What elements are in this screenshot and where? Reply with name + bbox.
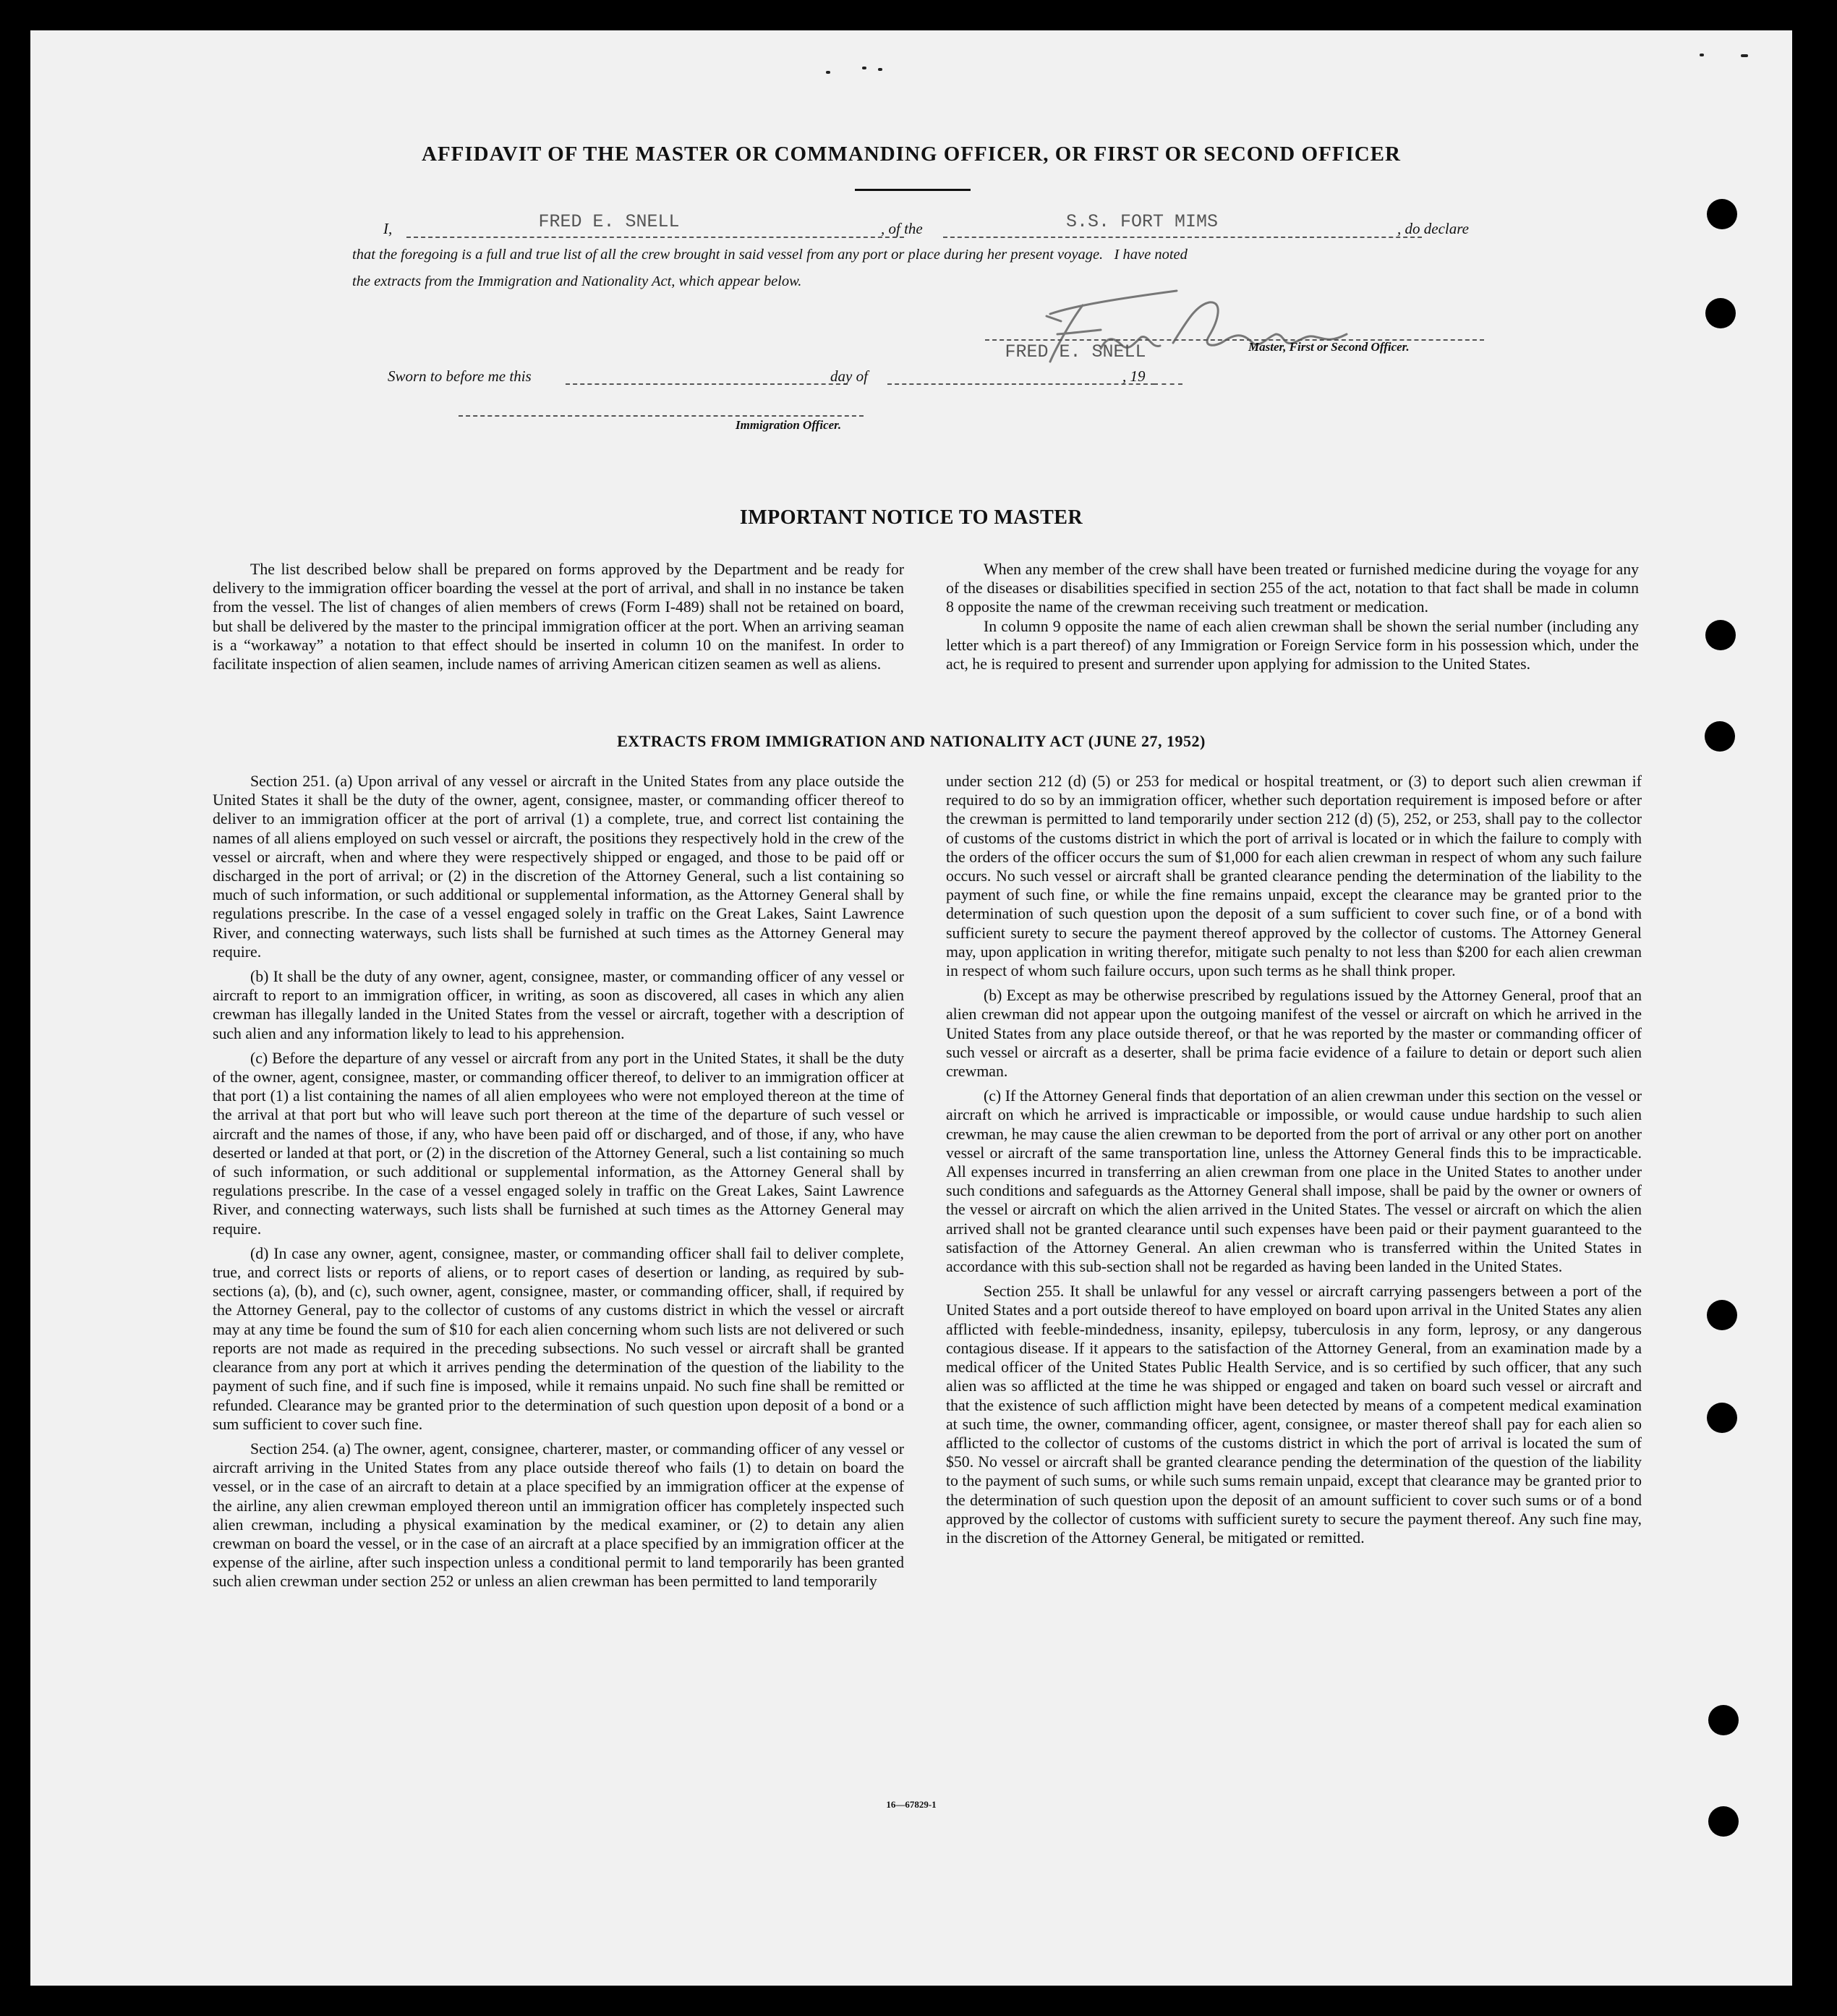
section-251-d: (d) In case any owner, agent, consignee, master, or commanding officer shall fail to deliver complete, true, and correct lists or reports of aliens, or to report cases of desertion or landing, as required by sub-sections (a), (b), and (c), such owner, agent, consignee, master, or commanding officer, shall, if required by the Attorney General, pay to the collector of customs of any customs district in which the vessel or aircraft may at any time be found the sum of $10 for each alien concerning whom such lists are not delivered or such reports are not made as required in the preceding subsections. No such vessel or aircraft shall be granted clearance from any port at which it arrives pending the determination of the question of the liability to the payment of such fine, and if such fine is imposed, while it remains unpaid. No such fine shall be remitted or refunded. Clearance may be granted prior to the determination of such question upon deposit of a bond or a sum sufficient to cover such fine. bbox=[213, 1244, 904, 1433]
declaration-line-2: the extracts from the Immigration and Nationality Act, which appear below. bbox=[352, 273, 802, 289]
scan-speck bbox=[1741, 54, 1748, 57]
document-page bbox=[30, 30, 1792, 1986]
punch-hole-3 bbox=[1705, 620, 1736, 650]
section-251-b: (b) It shall be the duty of any owner, agent, consignee, master, or commanding officer of any vessel or aircraft to report to an immigration officer, in writing, as soon as discovered, all cases in which any alien crewman has illegally landed in the United States from the vessel or aircraft, together with a description of such alien and any information likely to lead to his apprehension. bbox=[213, 968, 904, 1042]
sworn-day-line bbox=[566, 383, 848, 385]
do-declare-label: , do declare bbox=[1397, 220, 1469, 237]
master-name-line bbox=[406, 237, 904, 238]
vessel-name-line bbox=[943, 237, 1422, 238]
punch-hole-6 bbox=[1707, 1403, 1737, 1433]
extracts-right-column bbox=[946, 772, 1642, 1547]
sworn-month-line bbox=[887, 383, 1155, 385]
title-underline bbox=[855, 189, 971, 191]
scan-speck bbox=[878, 68, 882, 71]
notice-right-column bbox=[946, 560, 1639, 673]
section-254-c: (c) If the Attorney General finds that deportation of an alien crewman under this section on the vessel or aircraft on which he arrived is impracticable or impossible, or would cause undue hardship to such alien crewman, he may cause the alien crewman to be deported from the port of arrival or any other port on another vessel or aircraft of the same transportation line, unless the Attorney General finds this to be impracticable. All expenses incurred in transferring an alien crewman from one place in the United States to another under such conditions and safeguards as the Attorney General shall impose, shall be paid by the owner or owners of the vessel or aircraft on which the alien arrived in the United States. The vessel or aircraft on which the alien arrived shall not be granted clearance until such expenses have been paid or their payment guaranteed to the satisfaction of the Attorney General. An alien crewman who is transferred within the United States in accordance with this sub-section shall not be regarded as having been landed in the United States. bbox=[946, 1087, 1642, 1276]
punch-hole-7 bbox=[1708, 1705, 1739, 1735]
section-254-b: (b) Except as may be otherwise prescribed by regulations issued by the Attorney General, proof that an alien crewman did not appear upon the outgoing manifest of the vessel or aircraft on which he arrived in the United States from any place outside thereof, or that he was reported by the master or commanding officer of such vessel or aircraft as a deserter, shall be prima facie evidence of a failure to detain or deport such alien crewman. bbox=[946, 987, 1642, 1081]
punch-hole-2 bbox=[1705, 298, 1736, 328]
i-label: I, bbox=[383, 220, 393, 237]
affidavit-title: AFFIDAVIT OF THE MASTER OR COMMANDING OFFICER, OR FIRST OR SECOND OFFICER bbox=[422, 143, 1401, 166]
form-number: 16—67829-1 bbox=[886, 1799, 937, 1810]
section-251-c: (c) Before the departure of any vessel or aircraft from any port in the United States, it shall be the duty of the owner, agent, consignee, master, or commanding officer thereof, to deliver to an immigration officer at that port (1) a list containing the names of all alien employees who were not employed thereon at the time of the arrival at that port but who will leave such port thereon at the time of the departure of such vessel or aircraft and the names of those, if any, who have been paid off or discharged, and of those, if any, who have deserted or landed at that port, or (2) in the discretion of the Attorney General, such a list containing so much of such information, or such additional or supplemental information, as the Attorney General shall by regulations prescribe. In the case of a vessel engaged solely in traffic on the Great Lakes, Saint Lawrence River, and connecting waterways, such lists shall be furnished at such times as the Attorney General may require. bbox=[213, 1049, 904, 1238]
section-254-a: Section 254. (a) The owner, agent, consignee, charterer, master, or commanding officer of any vessel or aircraft arriving in the United States from any place outside thereof who fails (1) to detain on board the vessel, or in the case of an aircraft to detain at a place specified by an immigration officer at the expense of the airline, any alien crewman employed thereon until an immigration officer has completely inspected such alien crewman, including a physical examination by the medical examiner, or (2) to detain any alien crewman on board the vessel, or in the case of an aircraft at a place specified by an immigration officer at the expense of the airline, after such inspection unless a conditional permit to land temporarily has been granted such alien crewman under section 252 or unless an alien crewman has been permitted to land temporarily bbox=[213, 1439, 904, 1591]
signature-caption: Master, First or Second Officer. bbox=[1248, 340, 1410, 354]
notice-title: IMPORTANT NOTICE TO MASTER bbox=[739, 506, 1083, 529]
section-251-a: Section 251. (a) Upon arrival of any vessel or aircraft in the United States from any place outside the United States it shall be the duty of the owner, agent, consignee, master, or commanding officer thereof to deliver to an immigration officer at the port of arrival (1) a complete, true, and correct list containing the names of all aliens employed on such vessel or aircraft, the positions they respectively hold in the crew of the vessel or aircraft, when and where they were respectively shipped or engaged, and those to be paid off or discharged in the port of arrival; or (2) in the discretion of the Attorney General, such a list containing so much of such information, or such additional or supplemental information, as the Attorney General shall by regulations prescribe. In the case of a vessel engaged solely in traffic on the Great Lakes, Saint Lawrence River, and connecting waterways, such lists shall be furnished at such times as the Attorney General may require. bbox=[213, 773, 904, 961]
scan-speck bbox=[1700, 54, 1704, 56]
notice-left-column bbox=[213, 560, 904, 673]
punch-hole-5 bbox=[1707, 1300, 1737, 1330]
year-label: , 19 bbox=[1122, 367, 1146, 385]
section-255: Section 255. It shall be unlawful for any vessel or aircraft carrying passengers between a port of the United States and a port outside thereof to have employed on board upon arrival in the United States any alien afflicted with feeble-mindedness, insanity, epilepsy, tuberculosis in any form, leprosy, or any dangerous contagious disease. If it appears to the satisfaction of the Attorney General, from an examination made by a medical officer of the United States Public Health Service, and is so certified by such officer, that any such alien was so afflicted at the time he was shipped or engaged and taken on board such vessel or aircraft and that the existence of such affliction might have been detected by means of a competent medical examination at such time, the owner, commanding officer, agent, consignee, or master thereof shall pay for each alien so afflicted to the collector of customs of the customs district in which the port of arrival is located the sum of $50. No vessel or aircraft shall be granted clearance pending the determination of the question of the liability to the payment of such sums, or while such sums remain unpaid, except that clearance may be granted prior to the determination of such question upon the deposit of an amount sufficient to cover such sums or of a bond approved by the collector of customs with sufficient surety to secure the payment thereof. Any such fine may, in the discretion of the Attorney General, be mitigated or remitted. bbox=[946, 1283, 1642, 1547]
signature-name: FRED E. SNELL bbox=[1005, 341, 1146, 362]
declaration-line-1: that the foregoing is a full and true list of all the crew brought in said vessel from any port or place during her present voyage. I have noted bbox=[352, 247, 1188, 263]
officer-signature-line bbox=[459, 415, 864, 417]
of-the-label: , of the bbox=[881, 220, 923, 237]
punch-hole-8 bbox=[1708, 1806, 1739, 1837]
punch-hole-1 bbox=[1707, 199, 1737, 229]
scan-speck bbox=[862, 67, 866, 69]
extracts-title: EXTRACTS FROM IMMIGRATION AND NATIONALITY ACT (JUNE 27, 1952) bbox=[617, 732, 1206, 750]
notice-left-paragraph: The list described below shall be prepared on forms approved by the Department and be ready for delivery to the immigration officer boarding the vessel at the port of arrival, and shall in no instance be taken from the vessel. The list of changes of alien members of crews (Form I-489) shall not be retained on board, but shall be delivered by the master to the principal immigration officer at the port. When an arriving seaman is a “workaway” a notation to that effect should be inserted in column 10 on the manifest. In order to facilitate inspection of alien seamen, include names of arriving American citizen seamen as well as aliens. bbox=[213, 561, 904, 673]
officer-caption: Immigration Officer. bbox=[736, 418, 842, 432]
sworn-label: Sworn to before me this bbox=[388, 367, 532, 385]
vessel-name-field: S.S. FORT MIMS bbox=[1065, 211, 1219, 232]
extracts-left-column bbox=[213, 772, 904, 1591]
scan-speck bbox=[826, 71, 830, 74]
section-254-a-continued: under section 212 (d) (5) or 253 for medical or hospital treatment, or (3) to deport such alien crewman if required to do so by an immigration officer, whether such deportation requirement is imposed before or after the crewman is permitted to land temporarily under section 212 (d) (5), 252, or 253, shall pay to the collector of customs of the customs district in which the port of arrival is located or in which the failure to comply with the orders of the officer occurs the sum of $1,000 for each alien crewman in respect of whom any such failure occurs. No such vessel or aircraft shall be granted clearance pending the determination of the liability to the payment of such fine, or while the fine remains unpaid, except the clearance may be granted prior to the determination of such question upon the deposit of a sum sufficient to cover such fine, or of a bond with sufficient surety to secure the payment thereof approved by the collector of customs. The Attorney General may, upon application in writing therefor, mitigate such penalty to not less than $200 for each alien crewman in respect of whom such failure occurs, upon such terms as he shall think proper. bbox=[946, 773, 1642, 980]
notice-right-paragraph-1: When any member of the crew shall have been treated or furnished medicine during the voyage for any of the diseases or disabilities specified in section 255 of the act, notation to that fact shall be made in column 8 opposite the name of the crewman receiving such treatment or medication. bbox=[946, 561, 1639, 616]
day-of-label: day of bbox=[830, 367, 868, 385]
master-name-field: FRED E. SNELL bbox=[538, 211, 680, 232]
year-line bbox=[1154, 383, 1182, 385]
notice-right-paragraph-2: In column 9 opposite the name of each alien crewman shall be shown the serial number (including any letter which is a part thereof) of any Immigration or Foreign Service form in his possession which, under the act, he is required to present and surrender upon applying for admission to the United States. bbox=[946, 617, 1639, 673]
